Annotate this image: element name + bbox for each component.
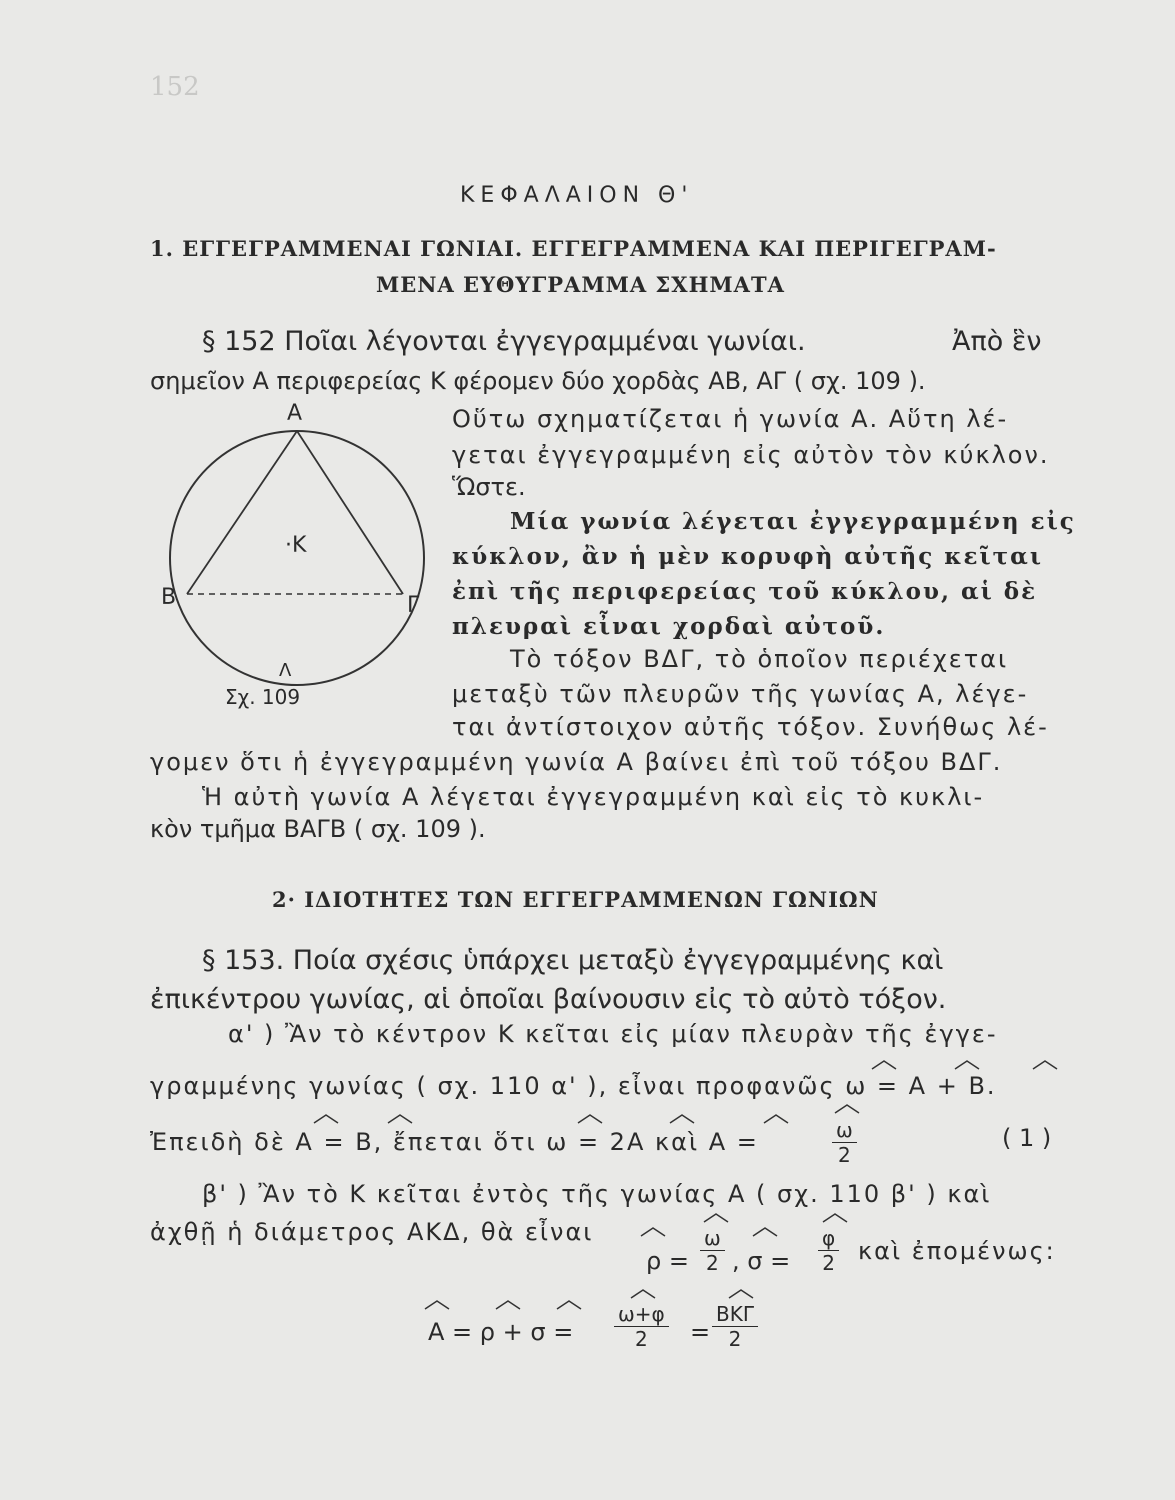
- para153-b-line2: ἀχθῇ ἡ διάμετρος ΑΚΔ, θὰ εἶναι: [150, 1218, 594, 1246]
- para153-a-line2: γραμμένης γωνίας ( σχ. 110 α' ), εἶναι προφανῶς ω = Α + Β.: [150, 1072, 997, 1100]
- label-A: Α: [287, 401, 303, 426]
- para153-question-line2: ἐπικέντρου γωνίας, αἱ ὁποῖαι βαίνουσιν εἰς τὸ αὐτὸ τόξον.: [150, 984, 947, 1015]
- hat-sigma-b3: [556, 1300, 582, 1310]
- figure-109: [155, 398, 445, 718]
- hat-B-a2: [1032, 1060, 1058, 1070]
- hat-A-a2: [954, 1060, 980, 1070]
- para152-line2: σημεῖον Α περιφερείας Κ φέρομεν δύο χορδὰς ΑΒ, ΑΓ ( σχ. 109 ).: [150, 367, 926, 395]
- para152-line8: Ἡ αὐτὴ γωνία Α λέγεται ἐγγεγραμμένη καὶ εἰς τὸ κυκλι-: [202, 783, 985, 811]
- hat-2A-a3: [669, 1114, 695, 1124]
- equals-sign-b3: =: [690, 1318, 711, 1346]
- para153-b-line2-tail: καὶ ἐπομένως:: [858, 1237, 1056, 1265]
- hat-sigma-b2: [752, 1227, 778, 1237]
- para152-r3: Ὥστε.: [452, 473, 526, 501]
- fraction-omega-over-2-b: [700, 1226, 725, 1275]
- para152-r4: Τὸ τόξον ΒΔΓ, τὸ ὁποῖον περιέχεται: [510, 645, 1009, 673]
- fraction-denominator: 2: [822, 1251, 835, 1275]
- para152-r2: γεται ἐγγεγραμμένη εἰς αὐτὸν τὸν κύκλον.: [452, 441, 1050, 469]
- definition-line4: πλευραὶ εἶναι χορδαὶ αὐτοῦ.: [452, 613, 886, 640]
- label-D: Λ: [279, 660, 292, 681]
- section1-heading-line1: 1. ΕΓΓΕΓΡΑΜΜΕΝΑΙ ΓΩΝΙΑΙ. ΕΓΓΕΓΡΑΜΜΕΝΑ ΚΑΙ ΠΕΡΙΓΕΓΡΑΜ-: [150, 236, 997, 261]
- equation-ref-1: ( 1 ): [1002, 1124, 1052, 1152]
- para152-r6: ται ἀντίστοιχον αὐτῆς τόξον. Συνήθως λέ-: [452, 713, 1049, 741]
- fraction-denominator: 2: [634, 1327, 648, 1351]
- fraction-omega-over-2: [832, 1118, 857, 1167]
- para153-a-line1: α' ) Ἂν τὸ κέντρον Κ κεῖται εἰς μίαν πλευρὰν τῆς ἐγγε-: [228, 1020, 998, 1048]
- para152-line9: κὸν τμῆμα ΒΑΓΒ ( σχ. 109 ).: [150, 815, 486, 843]
- chapter-title: ΚΕΦΑΛΑΙΟΝ Θ': [460, 183, 694, 208]
- para153-question-line1: § 153. Ποία σχέσις ὑπάρχει μεταξὺ ἐγγεγραμμένης καὶ: [202, 945, 944, 976]
- fraction-denominator: 2: [728, 1327, 742, 1351]
- hat-rho-b3: [495, 1300, 521, 1310]
- sigma-equals: , σ =: [732, 1247, 791, 1275]
- chord-AB: [187, 431, 297, 594]
- definition-line2: κύκλον, ἂν ἡ μὲν κορυφὴ αὐτῆς κεῖται: [452, 543, 1043, 570]
- fraction-numerator: ω: [700, 1226, 725, 1251]
- hat-A-b3: [424, 1300, 450, 1310]
- fraction-numerator: ΒΚΓ: [712, 1302, 758, 1327]
- hat-omega-a2: [871, 1060, 897, 1070]
- hat-phi-b2: [822, 1213, 848, 1223]
- para152-r5: μεταξὺ τῶν πλευρῶν τῆς γωνίας Α, λέγε-: [452, 680, 1029, 708]
- fraction-BKG-over-2: [712, 1302, 758, 1351]
- para152-title: § 152 Ποῖαι λέγονται ἐγγεγραμμέναι γωνίαι.: [202, 326, 806, 357]
- figure-caption: Σχ. 109: [225, 685, 301, 709]
- page-number: 152: [150, 72, 200, 102]
- label-G: Γ: [407, 593, 420, 618]
- para153-b-line1: β' ) Ἂν τὸ Κ κεῖται ἐντὸς τῆς γωνίας Α ( σχ. 110 β' ) καὶ: [202, 1180, 992, 1208]
- rho-equals: ρ =: [646, 1247, 689, 1275]
- definition-line3: ἐπὶ τῆς περιφερείας τοῦ κύκλου, αἱ δὲ: [452, 578, 1038, 605]
- fraction-denominator: 2: [706, 1251, 719, 1275]
- hat-omega-a3: [577, 1114, 603, 1124]
- para152-line7: γομεν ὅτι ἡ ἐγγεγραμμένη γωνία Α βαίνει ἐπὶ τοῦ τόξου ΒΔΓ.: [150, 748, 1003, 776]
- fraction-numerator: φ: [818, 1226, 839, 1251]
- para152-r1: Οὕτω σχηματίζεται ἡ γωνία Α. Αὕτη λέ-: [452, 405, 1009, 433]
- label-B: Β: [161, 585, 177, 610]
- hat-A2-a3: [763, 1114, 789, 1124]
- chord-AG: [297, 431, 403, 594]
- hat-omega-frac-a3: [834, 1104, 860, 1114]
- hat-BKG-b3: [728, 1289, 754, 1299]
- para152-line1-tail: Ἀπὸ ἓν: [952, 326, 1042, 357]
- fraction-phi-over-2: [818, 1226, 839, 1275]
- hat-B-a3: [387, 1114, 413, 1124]
- hat-omega-b2: [703, 1213, 729, 1223]
- equation-b3: Α = ρ + σ =: [428, 1318, 574, 1346]
- circle-K: [170, 431, 424, 685]
- definition-line1: Μία γωνία λέγεται ἐγγεγραμμένη εἰς: [510, 508, 1076, 535]
- para153-a-line3: Ἐπειδὴ δὲ Α = Β, ἔπεται ὅτι ω = 2Α καὶ Α =: [150, 1128, 759, 1156]
- hat-A-a3: [313, 1114, 339, 1124]
- label-K: ·Κ: [285, 533, 307, 558]
- fraction-denominator: 2: [838, 1143, 851, 1167]
- section1-heading-line2: ΜΕΝΑ ΕΥΘΥΓΡΑΜΜΑ ΣΧΗΜΑΤΑ: [376, 272, 785, 297]
- fraction-omega-plus-phi-over-2: [614, 1302, 669, 1351]
- hat-omega-phi-b3: [630, 1289, 656, 1299]
- fraction-numerator: ω+φ: [614, 1302, 669, 1327]
- hat-rho-b2: [640, 1227, 666, 1237]
- fraction-numerator: ω: [832, 1118, 857, 1143]
- section2-heading: 2· ΙΔΙΟΤΗΤΕΣ ΤΩΝ ΕΓΓΕΓΡΑΜΜΕΝΩΝ ΓΩΝΙΩΝ: [272, 887, 879, 912]
